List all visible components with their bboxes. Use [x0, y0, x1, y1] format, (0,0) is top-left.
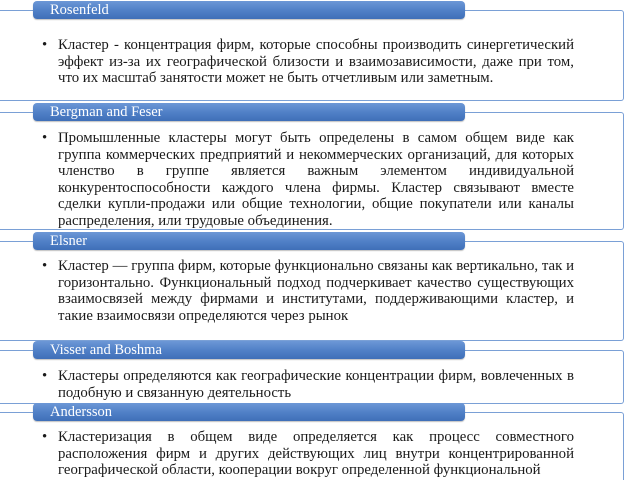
author-header: Rosenfeld [33, 1, 465, 19]
author-header: Andersson [33, 403, 465, 421]
definition-text: • Кластеризация в общем виде определяется как процесс совместного расположения фирм и других действующих лиц внутри концентрированной географической области, кооперации вокруг определенной функциональной [40, 429, 574, 479]
definition-text: • Кластеры определяются как географические концентрации фирм, вовлеченных в подобную и связанную деятельность [40, 368, 574, 401]
definition-text: • Кластер — группа фирм, которые функционально связаны как вертикально, так и горизонтально. Функциональный подход подчеркивает качество существующих взаимосвязей между фирмами и институтами, поддерживающими кластер, и такие взаимосвязи определяются через рынок [40, 258, 574, 324]
author-header: Elsner [33, 232, 465, 250]
definition-text: • Промышленные кластеры могут быть определены в самом общем виде как группа коммерческих предприятий и некоммерческих организаций, для которых членство в группе является важным элементом индивидуальной конкурентоспособности каждого члена фирмы. Кластер связывают вместе сделки купли-продажи или общие технологии, общие покупатели или каналы распределения, или трудовые объединения. [40, 130, 574, 229]
author-header: Bergman and Feser [33, 103, 465, 121]
definition-text: • Кластер - концентрация фирм, которые способны производить синергетический эффект из-за их географической близости и взаимозависимости, даже при том, что их масштаб занятости может не быть отчетливым или заметным. [40, 37, 574, 87]
author-header: Visser and Boshma [33, 341, 465, 359]
